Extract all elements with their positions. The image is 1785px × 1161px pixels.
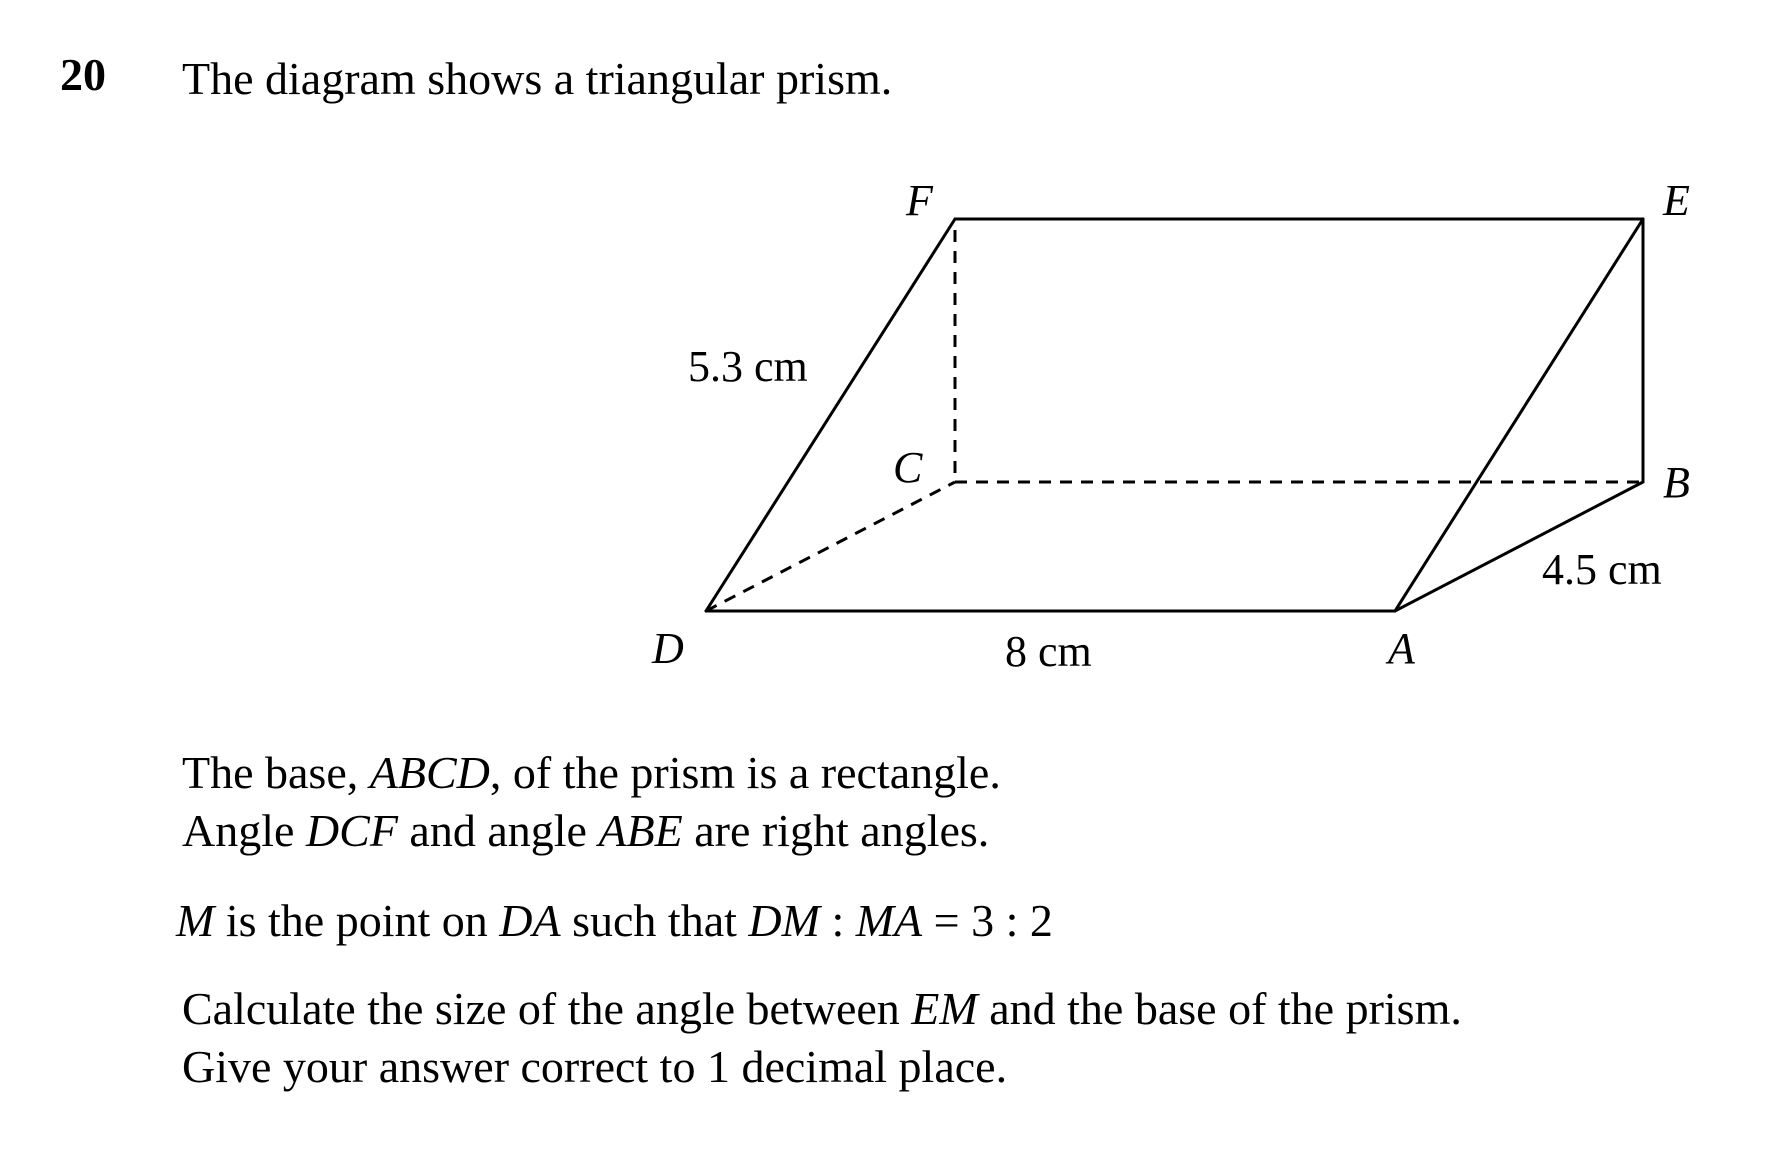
text-fragment: :	[819, 895, 856, 946]
dimension-label-AB: 4.5 cm	[1542, 545, 1662, 594]
text-fragment: The base,	[182, 747, 370, 798]
text-line-angles	[182, 806, 989, 857]
text-fragment-italic: MA	[855, 895, 923, 946]
dimension-label-DF: 5.3 cm	[688, 342, 808, 391]
vertex-label-A: A	[1388, 624, 1415, 673]
dimension-label-DA: 8 cm	[1005, 627, 1092, 676]
text-fragment-italic: DM	[748, 895, 820, 946]
text-fragment: Angle	[182, 805, 306, 856]
text-line-base	[182, 748, 1001, 799]
vertex-label-C: C	[893, 443, 923, 492]
text-line-instruction: Give your answer correct to 1 decimal place.	[182, 1041, 1008, 1092]
text-fragment: Calculate the size of the angle between	[182, 983, 912, 1034]
text-fragment: is the point on	[214, 895, 500, 946]
text-fragment: and the base of the prism.	[977, 983, 1462, 1034]
vertex-label-E: E	[1663, 176, 1690, 225]
edge-DF	[706, 219, 955, 611]
text-fragment: , of the prism is a rectangle.	[489, 747, 1001, 798]
edge-DC-hidden	[706, 482, 955, 611]
vertex-label-F: F	[906, 176, 933, 225]
text-fragment-italic: EM	[911, 983, 978, 1034]
text-fragment-italic: DA	[499, 895, 561, 946]
question-intro: The diagram shows a triangular prism.	[182, 53, 893, 104]
text-fragment: such that	[560, 895, 749, 946]
text-fragment-italic: ABCD	[369, 747, 490, 798]
text-fragment-italic: ABE	[598, 805, 683, 856]
text-line-point-m	[176, 896, 1053, 947]
text-fragment-italic: DCF	[305, 805, 398, 856]
vertex-label-D: D	[652, 624, 684, 673]
text-line-calculate	[182, 984, 1462, 1035]
text-fragment: = 3 : 2	[922, 895, 1053, 946]
question-number: 20	[60, 49, 106, 100]
text-fragment: and angle	[397, 805, 599, 856]
vertex-label-B: B	[1663, 458, 1690, 507]
text-fragment: are right angles.	[682, 805, 990, 856]
text-fragment-italic: M	[176, 895, 215, 946]
